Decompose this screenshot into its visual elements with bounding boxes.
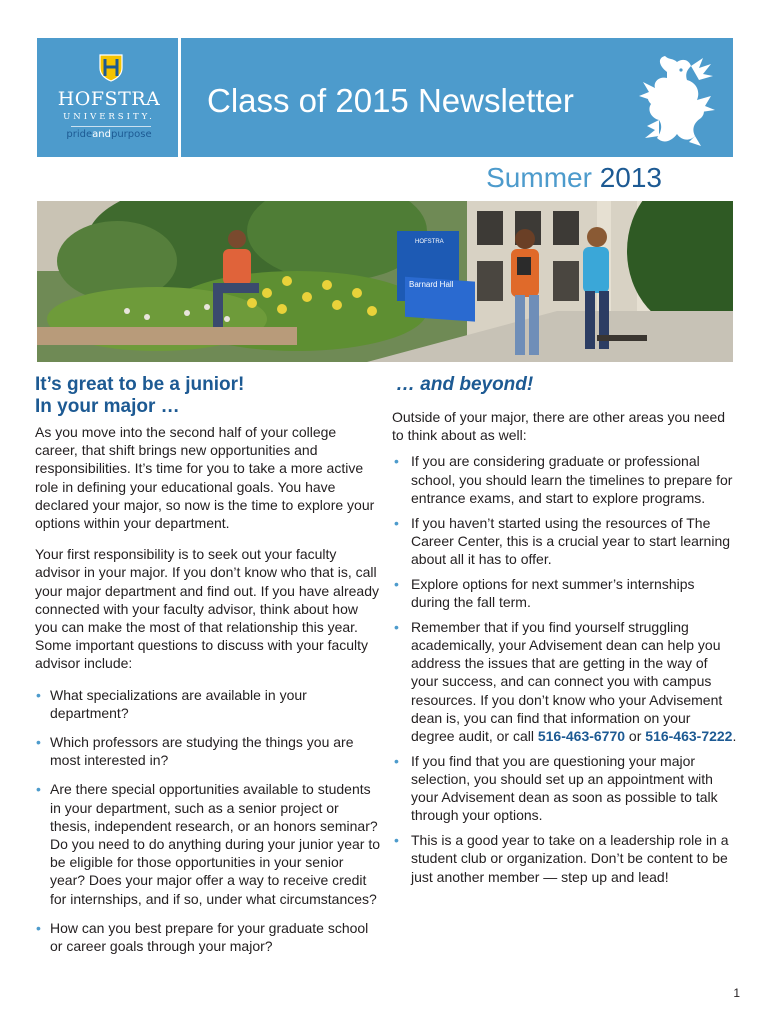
phone-number-2: 516-463-7222 bbox=[645, 728, 733, 745]
list-item: • If you haven’t started using the resources of The Career Center, this is a crucial year to start learning about all it has to offer. bbox=[392, 514, 737, 569]
left-column bbox=[35, 374, 380, 966]
shield-icon bbox=[99, 54, 123, 82]
left-heading-line1: It’s great to be a junior! bbox=[35, 374, 245, 395]
left-paragraph-2: Your first responsibility is to seek out your faculty advisor in your major. If you don’t know who that is, call your major department and find out. If you have already connected with your faculty advisor, think about how you can make the most of that relationship this year. Some important questions to discuss with your faculty advisor include: bbox=[35, 546, 379, 672]
phone-number-1: 516-463-6770 bbox=[537, 728, 626, 745]
tagline-pride: pride bbox=[66, 129, 93, 140]
left-paragraph-1: As you move into the second half of your college career, that shift brings new opportunities and responsibilities. It’s time for you to take a more active role in defining your educational goals. You have declared your major, so now is the time to explore your options within your department. bbox=[35, 424, 375, 532]
season-year: 2013 bbox=[599, 162, 662, 193]
page-number: 1 bbox=[733, 986, 740, 1000]
list-item: • If you find that you are questioning your major selection, you should set up an appointment with your Advisement dean as soon as possible to talk through your options. bbox=[392, 752, 737, 825]
logo-tagline bbox=[37, 129, 181, 140]
sign-small-text: HOFSTRA bbox=[415, 239, 444, 245]
left-heading-line2: In your major … bbox=[35, 396, 180, 417]
advisement-text: Remember that if you find yourself struggling academically, your Advisement dean can help you address the issues that are getting in the way of your success, and can connect you with campus resources. If you don’t know who your Advisement dean is, you can find that information on your degree audit, or call bbox=[411, 618, 723, 745]
newsletter-title: Class of 2015 Newsletter bbox=[207, 82, 574, 119]
campus-photo-illustration bbox=[37, 201, 733, 362]
issue-season bbox=[486, 162, 662, 194]
tagline-and: and bbox=[92, 129, 111, 140]
right-column bbox=[392, 374, 737, 892]
list-item: • This is a good year to take on a leadership role in a student club or organization. Don’t be content to be just another member — step up and lead! bbox=[392, 831, 737, 886]
phone-end: . bbox=[732, 728, 737, 745]
lion-rampant-icon bbox=[637, 52, 717, 148]
campus-photo bbox=[37, 201, 733, 362]
list-item: • Which professors are studying the things you are most interested in? bbox=[35, 733, 380, 769]
header-banner bbox=[37, 38, 733, 157]
list-item: • Are there special opportunities available to students in your department, such as a senior project or thesis, independent research, or an honors seminar? Do you need to do anything during your junior year to be eligible for those opportunities in your senior year? Does your major offer a way to receive credit for internships, and if so, under what circumstances? bbox=[35, 780, 380, 907]
right-bullet-list bbox=[392, 452, 737, 885]
logo-wordmark: HOFSTRA bbox=[57, 88, 161, 110]
right-heading: … and beyond! bbox=[396, 374, 534, 395]
logo-subtitle: UNIVERSITY. bbox=[63, 112, 155, 122]
list-item: • How can you best prepare for your graduate school or career goals through your major? bbox=[35, 919, 380, 955]
list-item: • Explore options for next summer’s internships during the fall term. bbox=[392, 575, 737, 611]
list-item: • What specializations are available in your department? bbox=[35, 686, 380, 722]
left-bullet-list bbox=[35, 686, 380, 956]
right-intro: Outside of your major, there are other areas you need to think about as well: bbox=[392, 409, 726, 444]
list-item: • If you are considering graduate or professional school, you should learn the timelines to prepare for entrance exams, and start to explore programs. bbox=[392, 452, 737, 507]
sign-main-text: Barnard Hall bbox=[409, 280, 454, 289]
tagline-purpose: purpose bbox=[110, 129, 152, 140]
left-heading bbox=[35, 374, 380, 423]
season-label: Summer bbox=[486, 162, 592, 193]
phone-or: or bbox=[625, 728, 646, 745]
list-item-advisement bbox=[392, 618, 737, 745]
logo-divider bbox=[71, 126, 151, 127]
university-logo bbox=[37, 38, 181, 157]
